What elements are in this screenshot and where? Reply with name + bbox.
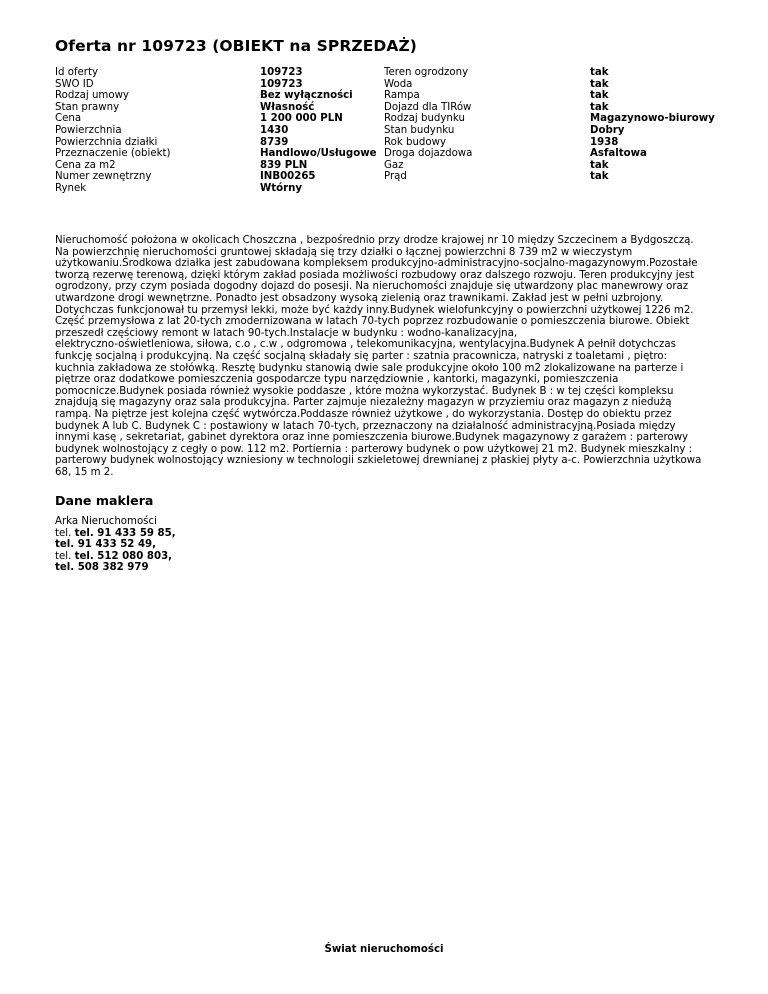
page-title: Oferta nr 109723 (OBIEKT na SPRZEDAŻ) (55, 37, 417, 55)
detail-label: Prąd (384, 171, 407, 183)
detail-label: Dojazd dla TIRów (384, 101, 472, 113)
detail-value: 1 200 000 PLN (260, 113, 343, 125)
detail-label: Rok budowy (384, 136, 446, 148)
detail-label: Droga dojazdowa (384, 148, 473, 160)
detail-value: Własność (260, 101, 315, 113)
details-left-labels (55, 67, 170, 195)
detail-label: SWO ID (55, 78, 94, 90)
detail-label: Cena za m2 (55, 159, 116, 171)
agent-phone-row (55, 539, 176, 551)
detail-value: tak (590, 90, 609, 102)
details-left-values (260, 67, 377, 195)
detail-value: tak (590, 159, 609, 171)
tel-prefix: tel. (55, 527, 72, 539)
agent-contact (55, 516, 176, 574)
details-right-values (590, 67, 715, 183)
description-line: piętrze oraz dodatkowe pomieszczenia gospodarcze typu narzędziownie , kantorki, magazynki, pomieszczenia (55, 374, 619, 386)
detail-value: Handlowo/Usługowe (260, 148, 377, 160)
description-line: 68, 15 m 2. (55, 466, 114, 478)
detail-value: 839 PLN (260, 159, 308, 171)
agent-heading: Dane maklera (55, 493, 154, 508)
detail-label: Rampa (384, 90, 420, 102)
description-line: utwardzone drogi wewnętrzne. Ponadto jest obsadzony wysoką zielenią oraz trawnikami. Zakład jest w pełni uzbrojony. (55, 292, 664, 304)
detail-value: tak (590, 101, 609, 113)
detail-label: Rynek (55, 182, 87, 194)
detail-label: Id oferty (55, 67, 99, 78)
description-line: Część przemysłowa z lat 20-tych zmodernizowana w latach 70-tych poprzez rozbudowanie o pomieszczenia biurowe. Obiekt (55, 316, 690, 328)
detail-label: Rodzaj umowy (55, 90, 129, 102)
detail-value: tak (590, 67, 609, 78)
agent-phone-row (55, 551, 176, 563)
detail-label: Gaz (384, 159, 404, 171)
description-line: budynek wolnostojący z cegły o pow. 112 m2. Portiernia : parterowy budynek o pow użytkowej 21 m2. Budynek mieszkalny : (55, 443, 693, 455)
detail-value: 1938 (590, 136, 619, 148)
agent-name: Arka Nieruchomości (55, 516, 157, 527)
description-line: innymi kasę , sekretariat, gabinet dyrektora oraz inne pomieszczenia biurowe.Budynek magazynowy z garażem : parterowy (55, 432, 689, 444)
detail-value: 1430 (260, 124, 289, 136)
description-line: Dotychczas funkcjonował tu przemysł lekki, może być każdy inny.Budynek wielofunkcyjny o powierzchni użytkowej 1226 m2. (55, 304, 694, 316)
detail-value: Dobry (590, 124, 625, 136)
agent-phone[interactable]: tel. 91 433 52 49, (55, 539, 156, 551)
description-line: Na powierzchnię nieruchomości gruntowej składają się trzy działki o łącznej powierzchni 8 739 m2 w wieczystym (55, 246, 633, 258)
detail-label: Stan prawny (55, 101, 120, 113)
detail-value: INB00265 (260, 171, 316, 183)
detail-value: 8739 (260, 136, 289, 148)
description-line: przeszedł częściowy remont w latach 90-tych.Instalacje w budynku : wodno-kanalizacyjna, (55, 327, 518, 339)
detail-value: Asfaltowa (590, 148, 647, 160)
detail-value: Magazynowo-biurowy (590, 113, 715, 125)
detail-label: Cena (55, 113, 82, 125)
description-line: elektryczno-oświetleniowa, siłowa, c.o , c.w , odgromowa , telekomunikacyjna, wentylacyjna.Budynek A pełnił dotychczas (55, 339, 676, 351)
detail-value: tak (590, 78, 609, 90)
detail-label: Stan budynku (384, 124, 455, 136)
description-line: użytkowaniu.Środkowa działka jest zabudowana kompleksem produkcyjno-administracyjno-socjalno-magazynowym.Pozostałe (55, 258, 698, 270)
detail-value: 109723 (260, 78, 303, 90)
description-line: ogrodzony, przy czym posiada dogodny dojazd do posesji. Na nieruchomości znajduje się utwardzony plac manewrowy oraz (55, 281, 689, 293)
footer-brand: Świat nieruchomości (324, 944, 444, 955)
description-line: Nieruchomość położona w okolicach Choszczna , bezpośrednio przy drodze krajowej nr 10 między Szczecinem a Bydgoszczą. (55, 235, 694, 246)
description-line: parterowy budynek wolnostojący wzniesiony w technologii szkieletowej drewnianej z płaskiej płyty a-c. Powierzchnia użytkowa (55, 455, 702, 467)
details-right-labels (384, 67, 472, 183)
description-line: rampą. Na piętrze jest kolejna część wytwórcza.Poddasze również użytkowe , do wykorzystania. Dostęp do obiektu przez (55, 408, 672, 420)
agent-phone[interactable]: tel. 91 433 59 85, (74, 527, 176, 539)
description-line: pomocnicze.Budynek posiada również wysokie poddasze , które można wykorzystać. Budynek B : w tej części kompleksu (55, 385, 674, 397)
detail-label: Przeznaczenie (obiekt) (55, 148, 171, 160)
offer-description (55, 235, 715, 478)
agent-phone[interactable]: tel. 508 382 979 (55, 562, 149, 574)
agent-phone[interactable]: tel. 512 080 803, (74, 550, 173, 562)
agent-phone-row (55, 562, 176, 574)
description-line: znajdują się magazyny oraz sala produkcyjna. Parter zajmuje niezależny magazyn w przyziemiu oraz magazyn z niedużą (55, 397, 672, 409)
detail-label: Woda (384, 78, 413, 90)
description-line: budynek A lub C. Budynek C : postawiony w latach 70-tych, przeznaczony na działalność administracyjną.Posiada między (55, 420, 676, 432)
tel-prefix: tel. (55, 550, 72, 562)
detail-label: Powierzchnia (55, 124, 122, 136)
detail-value: Wtórny (260, 182, 303, 194)
detail-value: 109723 (260, 67, 303, 78)
detail-value: tak (590, 171, 609, 183)
detail-label: Numer zewnętrzny (55, 171, 152, 183)
description-line: tworzą rezerwę terenową, dzięki którym zakład posiada możliwości rozbudowy oraz dalszego rozwoju. Teren produkcyjny jest (55, 269, 695, 281)
detail-value: Bez wyłączności (260, 90, 353, 102)
agent-phone-row (55, 528, 176, 540)
detail-label: Rodzaj budynku (384, 113, 465, 125)
description-line: kuchnia zakładowa ze stołówką. Resztę budynku stanowią dwie sale produkcyjne około 100 m2 zlokalizowane na parterze i (55, 362, 684, 374)
detail-label: Teren ogrodzony (384, 67, 469, 78)
description-line: funkcję socjalną i produkcyjną. Na część socjalną składały się parter : szatnia pracownicza, natryski z toaletami , piętro: (55, 350, 667, 362)
detail-label: Powierzchnia działki (55, 136, 158, 148)
